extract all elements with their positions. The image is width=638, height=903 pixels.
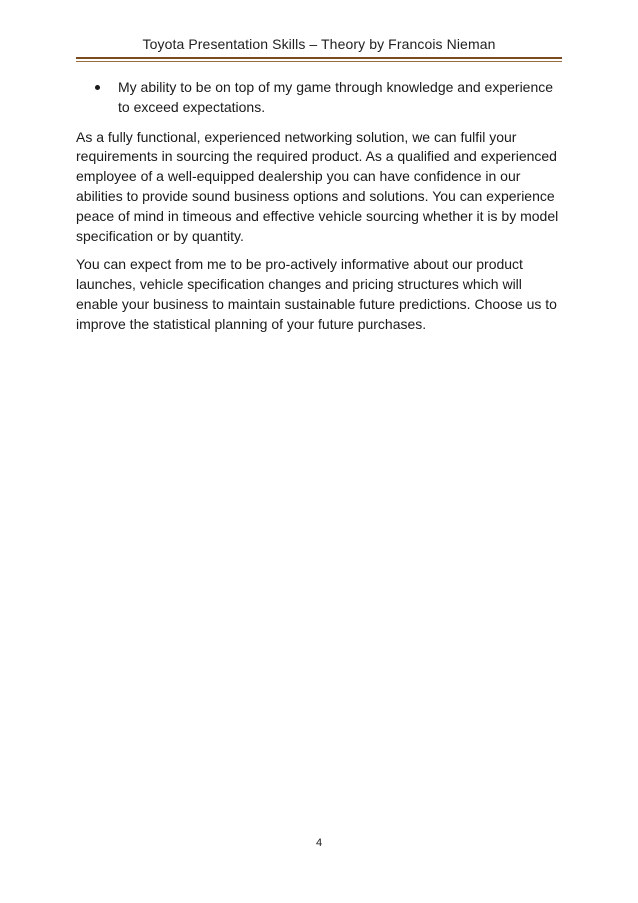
bullet-icon [95, 85, 100, 90]
page-number: 4 [315, 837, 323, 849]
bullet-text: My ability to be on top of my game through knowledge and experience to exceed expectations. [118, 79, 554, 115]
header-divider-thin [76, 61, 562, 62]
header-divider [76, 57, 562, 59]
paragraph-product-launches: You can expect from me to be pro-actively informative about our product launches, vehicle specification changes and pricing structures which will enable your business to maintain sustainable future predictions. Choose us to improve the statistical planning of your future purchases. [76, 256, 557, 332]
page-header-title: Toyota Presentation Skills – Theory by Francois Nieman [142, 36, 496, 52]
document-body [76, 78, 566, 344]
paragraph-networking-solution: As a fully functional, experienced networking solution, we can fulfil your requirements in sourcing the required product. As a qualified and experienced employee of a well-equipped dealership you can have confidence in our abilities to provide sound business options and solutions. You can experience peace of mind in timeous and effective vehicle sourcing whether it is by model specification or by quantity. [76, 128, 559, 244]
bullet-item [76, 78, 566, 118]
bullet-list [76, 78, 566, 118]
